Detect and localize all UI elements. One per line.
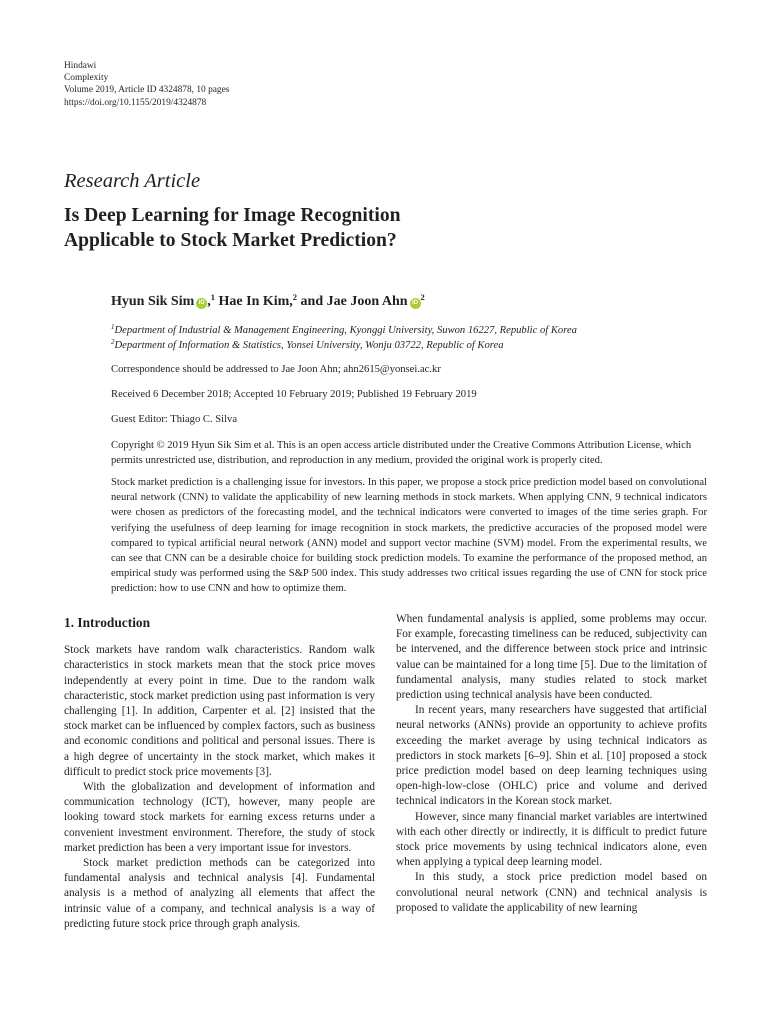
author-list: Hyun Sik Sim iD ,$^1$ Hae In Kim,$^2$ and Jae Joon Ahn $iD^2$	[111, 292, 425, 309]
author-connector: and	[300, 294, 324, 309]
orcid-icon[interactable]: iD	[410, 298, 421, 309]
section-heading: 1. Introduction	[64, 615, 151, 630]
article-type: Research Article	[64, 170, 201, 192]
affiliation	[111, 340, 504, 351]
author-affiliation-mark: 1	[210, 292, 216, 302]
affiliation-number: 2	[111, 338, 115, 346]
publisher-name: Hindawi	[64, 61, 97, 71]
title-line-2: Applicable to Stock Market Prediction?	[64, 230, 397, 251]
paper-title	[64, 203, 704, 253]
doi-link[interactable]: https://doi.org/10.1155/2019/4324878	[64, 97, 207, 108]
body-column-left	[64, 612, 375, 932]
orcid-icon[interactable]: iD	[196, 298, 207, 309]
affiliation	[111, 325, 577, 336]
body-paragraph: Stock markets have random walk characteristics. Random walk characteristics in stock markets mean that the stock price moves independently at every point in time. Due to the random walk characteristic, stock market prediction using past information is very challenging [1]. In addition, Carpenter et al. [2] insisted that the stock market can be influenced by complex factors, such as business and economic conditions and political and personal issues. There is a high degree of uncertainty in the stock market, which makes it difficult to predict stock price movements [3].	[64, 644, 375, 778]
copyright-notice: Copyright © 2019 Hyun Sik Sim et al. This is an open access article distributed under the Creative Commons Attribution License, which permits unrestricted use, distribution, and reproduction in any medium, provided the original work is properly cited.	[111, 440, 692, 467]
body-paragraph: In recent years, many researchers have suggested that artificial neural networks (ANNs) provide an opportunity to achieve profits exceeding the market average by using technical indicators as predictors in stock markets [6–9]. Shin et al. [10] proposed a stock price prediction model based on deep learning techniques using open-high-low-close (OHLC) price and volume and derived technical indicators in the Korean stock market.	[396, 704, 707, 808]
correspondence: Correspondence should be addressed to Jae Joon Ahn; ahn2615@yonsei.ac.kr	[111, 364, 441, 375]
body-paragraph: Stock market prediction methods can be categorized into fundamental analysis and technical analysis [4]. Fundamental analysis is a method of analyzing all elements that affect the intrinsic value of a company, and technical analysis is a way of predicting future stock price through graph analysis.	[64, 857, 375, 930]
body-paragraph: With the globalization and development of information and communication technology (ICT), however, many people are looking toward stock markets for earning excess returns under a convenient investment environment. Therefore, the study of stock market prediction has been a very important issue for investors.	[64, 781, 375, 854]
affiliation-number: 1	[111, 323, 115, 331]
body-paragraph: When fundamental analysis is applied, some problems may occur. For example, forecasting timeliness can be reduced, subjectivity can be intervened, and the difference between stock price and intrinsic value can be maintained for a long time [5]. Due to the limitation of fundamental analysis, many studies related to stock market prediction using technical analysis have been conducted.	[396, 613, 707, 702]
author-name[interactable]: Jae Joon Ahn	[326, 294, 408, 309]
affiliation-text: Department of Industrial & Management Engineering, Kyonggi University, Suwon 16227, Republic of Korea	[114, 325, 577, 336]
abstract: Stock market prediction is a challenging issue for investors. In this paper, we propose a stock price prediction model based on convolutional neural network (CNN) to validate the applicability of new learning methods in stock markets. When applying CNN, 9 technical indicators were chosen as predictors of the forecasting model, and the technical indicators were converted to images of the time series graph. For verifying the usefulness of deep learning for image recognition in stock markets, the predictive accuracies of the proposed model were compared to typical artificial neural network (ANN) model and support vector machine (SVM) model. From the experimental results, we can see that CNN can be a desirable choice for building stock prediction models. To examine the performance of the proposed method, an empirical study was performed using the S&P 500 index. This study addresses two critical issues regarding the use of CNN for stock price prediction: how to use CNN and how to optimize them.	[111, 477, 707, 595]
author-affiliation-mark: 2	[420, 292, 425, 302]
journal-name: Complexity	[64, 73, 109, 84]
volume-line: Volume 2019, Article ID 4324878, 10 pages	[64, 85, 230, 96]
author-affiliation-mark: 2	[292, 292, 298, 302]
body-paragraph: However, since many financial market variables are intertwined with each other directly or indirectly, it is difficult to predict future stock price movements by using technical indicators alone, even when applying a typical deep learning model.	[396, 810, 707, 869]
author-name[interactable]: Hae In Kim,	[218, 294, 293, 309]
body-paragraph: In this study, a stock price prediction model based on convolutional neural network (CNN) and technical analysis is proposed to validate the applicability of new learning	[396, 871, 707, 914]
affiliation-text: Department of Information & Statistics, Yonsei University, Wonju 03722, Republic of Korea	[114, 340, 504, 351]
title-line-1: Is Deep Learning for Image Recognition	[64, 205, 401, 226]
author-name[interactable]: Hyun Sik Sim	[111, 294, 195, 309]
publication-dates: Received 6 December 2018; Accepted 10 February 2019; Published 19 February 2019	[111, 389, 477, 400]
journal-header	[64, 60, 229, 109]
body-column-right	[396, 612, 707, 916]
guest-editor: Guest Editor: Thiago C. Silva	[111, 414, 238, 425]
